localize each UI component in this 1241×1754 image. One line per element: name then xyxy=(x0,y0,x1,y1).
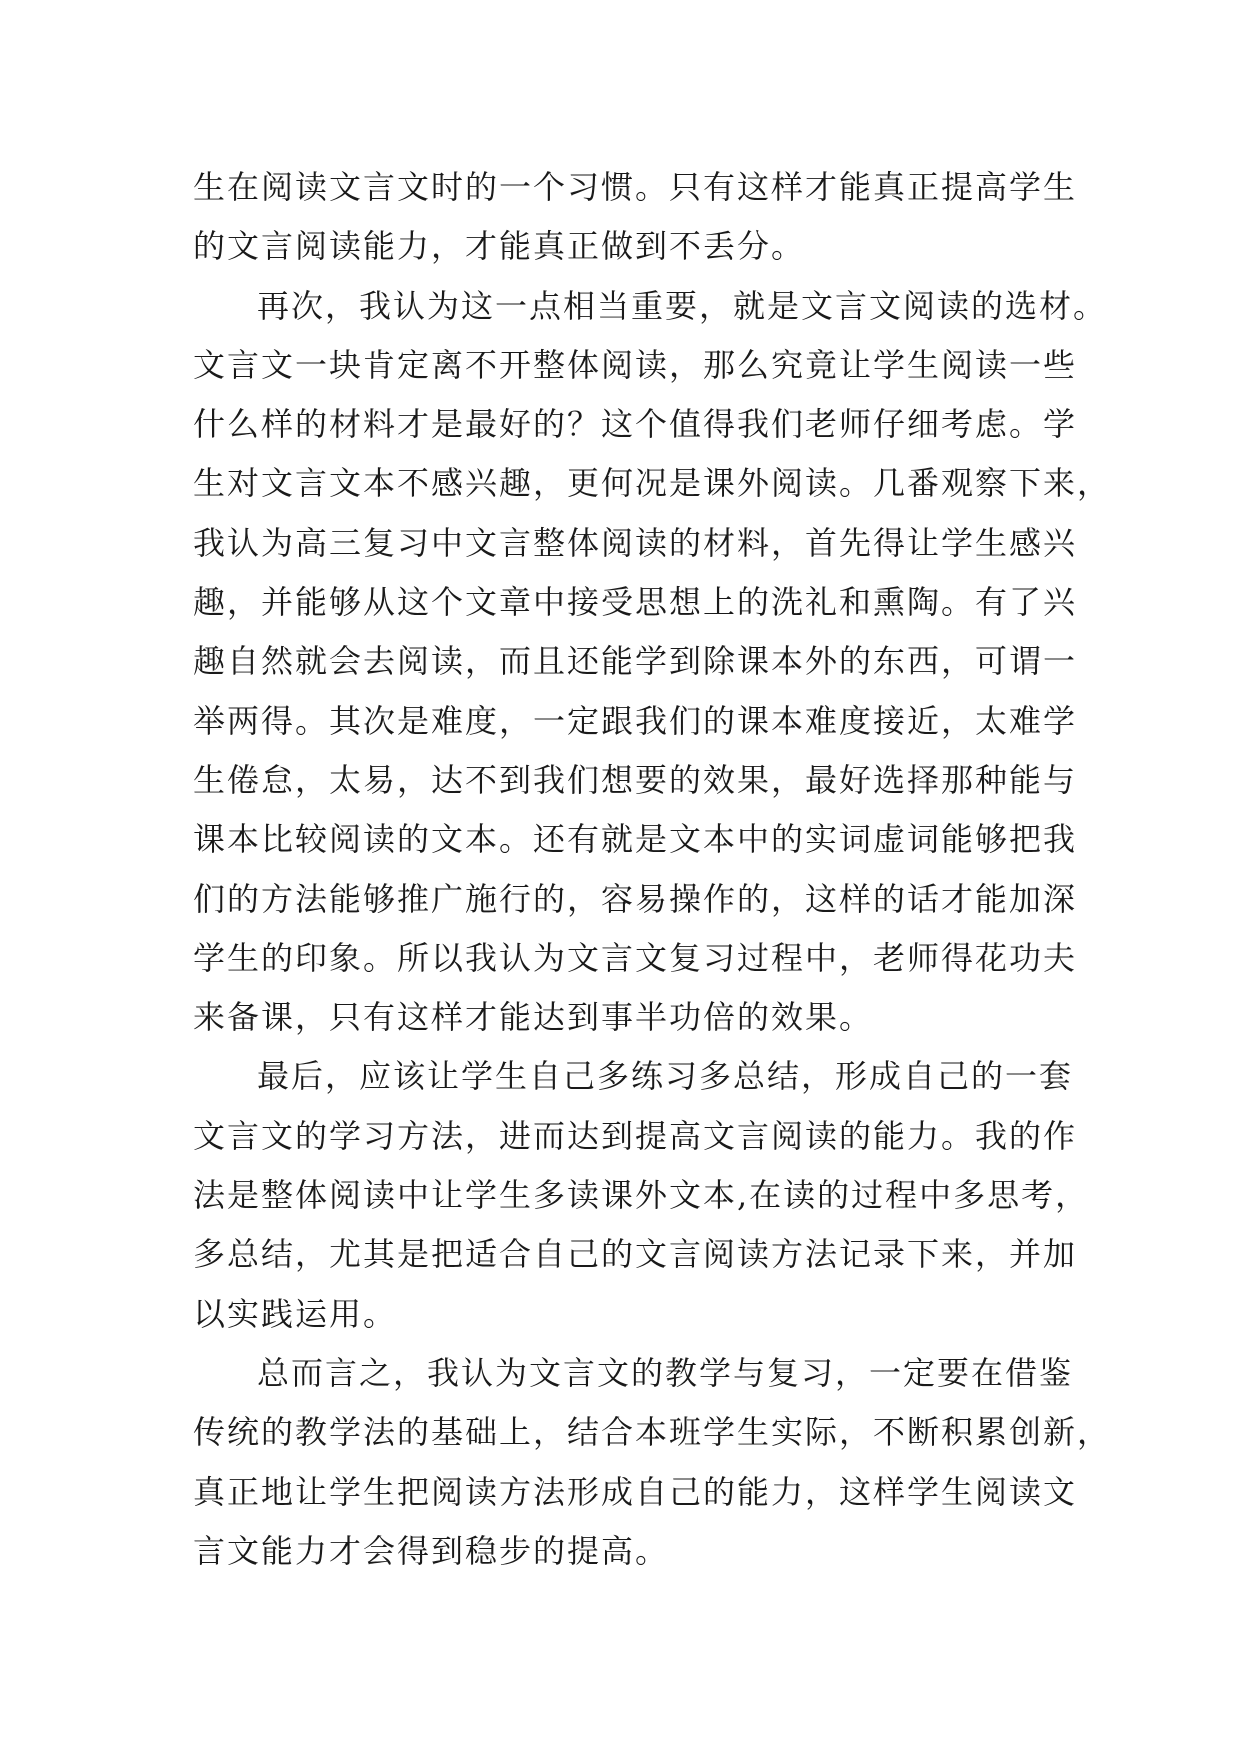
text-line: 真正地让学生把阅读方法形成自己的能力，这样学生阅读文 xyxy=(193,1472,1078,1511)
text-line: 传统的教学法的基础上，结合本班学生实际，不断积累创新， xyxy=(193,1413,1112,1452)
paragraph xyxy=(193,277,1112,1048)
text-line: 生倦怠，太易，达不到我们想要的效果，最好选择那种能与 xyxy=(193,760,1078,799)
text-line: 举两得。其次是难度，一定跟我们的课本难度接近，太难学 xyxy=(193,701,1078,740)
text-line: 我认为高三复习中文言整体阅读的材料，首先得让学生感兴 xyxy=(193,523,1078,562)
text-line: 趣，并能够从这个文章中接受思想上的洗礼和熏陶。有了兴 xyxy=(193,583,1078,622)
text-line: 言文能力才会得到稳步的提高。 xyxy=(193,1531,670,1570)
text-line: 以实践运用。 xyxy=(193,1294,398,1333)
text-line: 再次，我认为这一点相当重要，就是文言文阅读的选材。 xyxy=(257,286,1108,325)
text-line: 总而言之，我认为文言文的教学与复习，一定要在借鉴 xyxy=(257,1353,1074,1392)
document-body xyxy=(193,158,1112,1581)
text-line: 文言文的学习方法，进而达到提高文言阅读的能力。我的作 xyxy=(193,1116,1078,1155)
text-line: 文言文一块肯定离不开整体阅读，那么究竟让学生阅读一些 xyxy=(193,345,1078,384)
text-line: 最后，应该让学生自己多练习多总结，形成自己的一套 xyxy=(257,1057,1074,1096)
paragraph xyxy=(193,1344,1112,1581)
text-line: 法是整体阅读中让学生多读课外文本,在读的过程中多思考， xyxy=(193,1176,1090,1215)
text-line: 趣自然就会去阅读，而且还能学到除课本外的东西，可谓一 xyxy=(193,642,1078,681)
text-line: 多总结，尤其是把适合自己的文言阅读方法记录下来，并加 xyxy=(193,1235,1078,1274)
text-line: 生在阅读文言文时的一个习惯。只有这样才能真正提高学生 xyxy=(193,168,1078,206)
text-line: 来备课，只有这样才能达到事半功倍的效果。 xyxy=(193,998,874,1037)
text-line: 们的方法能够推广施行的，容易操作的，这样的话才能加深 xyxy=(193,879,1078,918)
text-line: 的文言阅读能力，才能真正做到不丢分。 xyxy=(193,227,806,266)
text-line: 什么样的材料才是最好的？这个值得我们老师仔细考虑。学 xyxy=(193,405,1078,444)
paragraph xyxy=(193,1047,1090,1343)
text-line: 课本比较阅读的文本。还有就是文本中的实词虚词能够把我 xyxy=(193,820,1078,859)
text-line: 生对文言文本不感兴趣，更何况是课外阅读。几番观察下来， xyxy=(193,464,1112,503)
text-line: 学生的印象。所以我认为文言文复习过程中，老师得花功夫 xyxy=(193,938,1078,977)
paragraph xyxy=(193,158,1078,277)
